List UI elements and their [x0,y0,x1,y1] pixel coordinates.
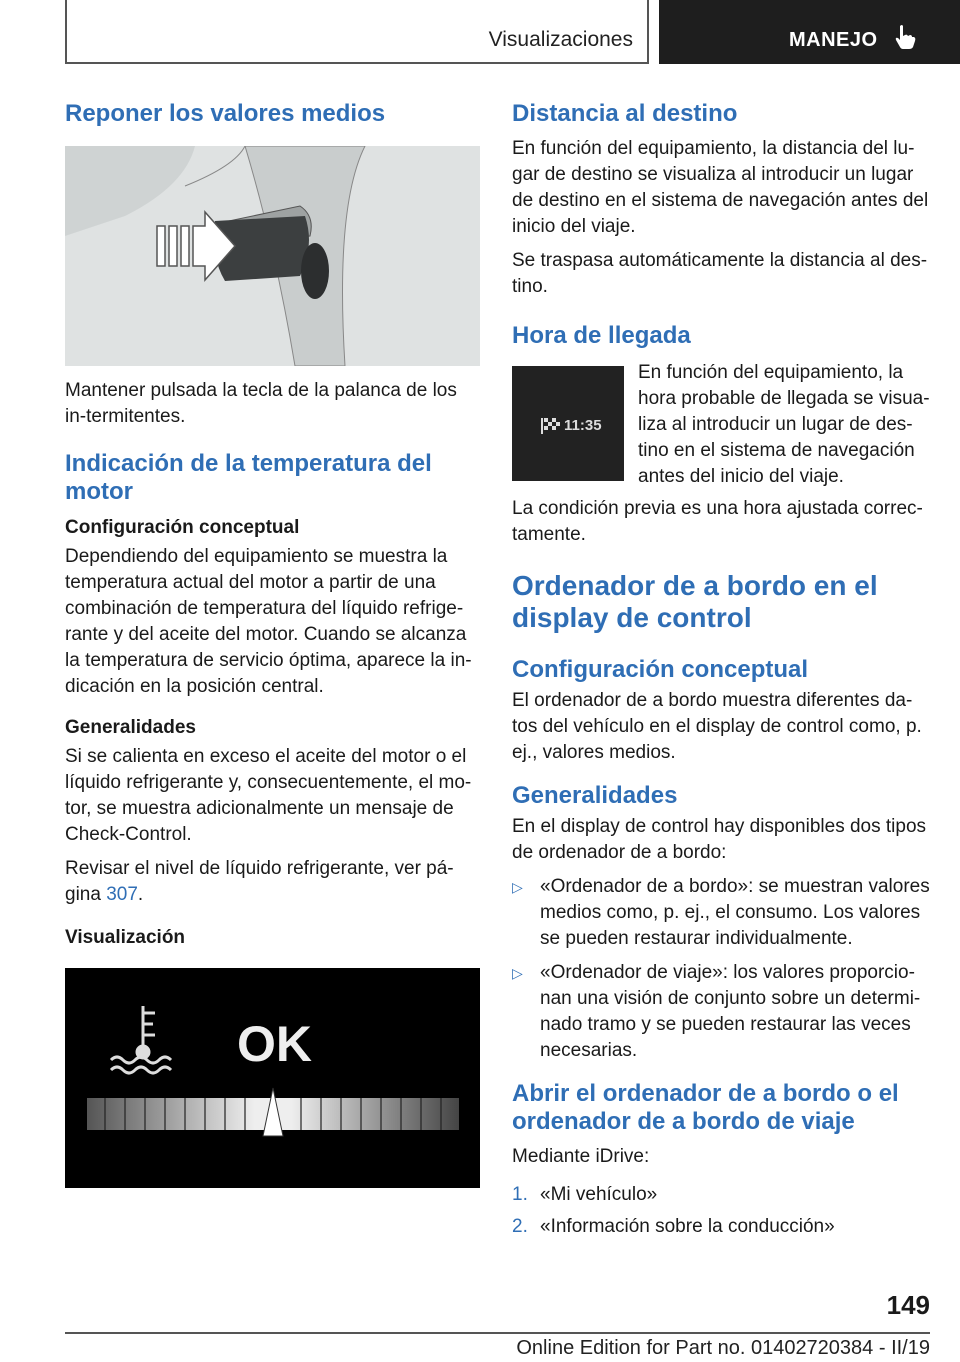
gauge-status-text: OK [237,1016,312,1072]
text-reponer: Mantener pulsada la tecla de la palanca de los in-termitentes. [65,380,457,427]
step-number: 1. [512,1184,528,1205]
turn-signal-lever-image [65,146,480,366]
text-distancia-2: Se traspasa automáticamente la distancia al des-tino. [512,250,928,297]
section-tab [65,0,649,64]
step-text: «Información sobre la conducción» [540,1216,835,1237]
text-revisar-main: Revisar el nivel de líquido refrigerante, ver pá-gina [65,858,454,905]
text-hora: En función del equipamiento, la hora probable de llegada se visua-liza al introducir un lugar de des-tino en el sistema de navegación antes del inicio del viaje. [638,362,930,487]
temperature-gauge-image [65,968,480,1188]
heading-config: Configuración conceptual [512,656,809,683]
page-link-307[interactable]: 307 [106,884,138,905]
list-item [512,874,930,952]
right-column [512,100,930,1240]
subheading-generalidades: Generalidades [65,717,196,738]
text-revisar [65,856,480,908]
text-hora-2: La condición previa es una hora ajustada correc-tamente. [512,498,923,545]
triangle-bullet-icon: ▷ [512,879,523,895]
hora-block [512,360,930,486]
list-item-text: «Ordenador de viaje»: los valores proporcio-nan una visión de conjunto sobre un determi-nado tramo y se pueden restaurar las veces necesarias. [540,962,921,1061]
arrival-time-display [512,366,624,481]
lever-illustration [65,146,480,366]
steps-list [512,1182,930,1240]
arrival-time-text: 11:35 [564,417,602,434]
bullet-list [512,874,930,1064]
page-header [65,0,960,64]
text-abrir: Mediante iDrive: [512,1146,650,1167]
heading-reponer: Reponer los valores medios [65,100,386,127]
step-text: «Mi vehículo» [540,1184,658,1205]
text-distancia-1: En función del equipamiento, la distancia del lu-gar de destino se visualiza al introducir un lugar de destino en el sistema de navegación antes del inicio del viaje. [512,138,929,237]
text-config: El ordenador de a bordo muestra diferentes da-tos del vehículo en el display de control como, p. ej., valores medios. [512,690,922,763]
edition-text: Online Edition for Part no. 01402720384 - II/19 [516,1337,930,1359]
coolant-temperature-icon [111,1006,171,1073]
text-config: Dependiendo del equipamiento se muestra la temperatura actual del motor a partir de una combinación de temperatura del líquido refrige-rante y del aceite del motor. Cuando se alcanza la temperatura de servicio óptima, aparece la in-dicación en la posición central. [65,546,472,697]
triangle-bullet-icon: ▷ [512,965,523,981]
hand-pointer-icon [894,24,916,50]
list-item [512,960,930,1064]
text-generalidades: Si se calienta en exceso el aceite del motor o el líquido refrigerante y, consecuentemente, el mo-tor, se muestra adicionalmente un mensaje de Check-Control. [65,746,472,845]
list-item [512,1182,930,1208]
list-item-text: «Ordenador de a bordo»: se muestran valores medios como, p. ej., el consumo. Los valores se pueden restaurar individualmente. [540,876,930,949]
chapter-tab [659,0,960,64]
flag-icon [541,418,560,434]
subheading-visualizacion: Visualización [65,927,186,948]
heading-abrir: Abrir el ordenador de a bordo o el ordenador de a bordo de viaje [512,1080,899,1135]
heading-temperatura: Indicación de la temperatura del motor [65,450,432,505]
section-title: Visualizaciones [488,28,633,51]
chapter-title: MANEJO [789,29,878,51]
page-number: 149 [886,1290,930,1320]
step-number: 2. [512,1216,528,1237]
heading-ordenador: Ordenador de a bordo en el display de control [512,570,878,633]
text-generalidades: En el display de control hay disponibles dos tipos de ordenador de a bordo: [512,816,927,863]
list-item [512,1214,930,1240]
footer-divider [65,1332,930,1334]
heading-distancia: Distancia al destino [512,100,738,127]
subheading-config: Configuración conceptual [65,517,300,538]
heading-generalidades: Generalidades [512,782,678,809]
left-column [65,100,480,1188]
text-revisar-end: . [137,884,144,905]
heading-hora: Hora de llegada [512,322,691,349]
